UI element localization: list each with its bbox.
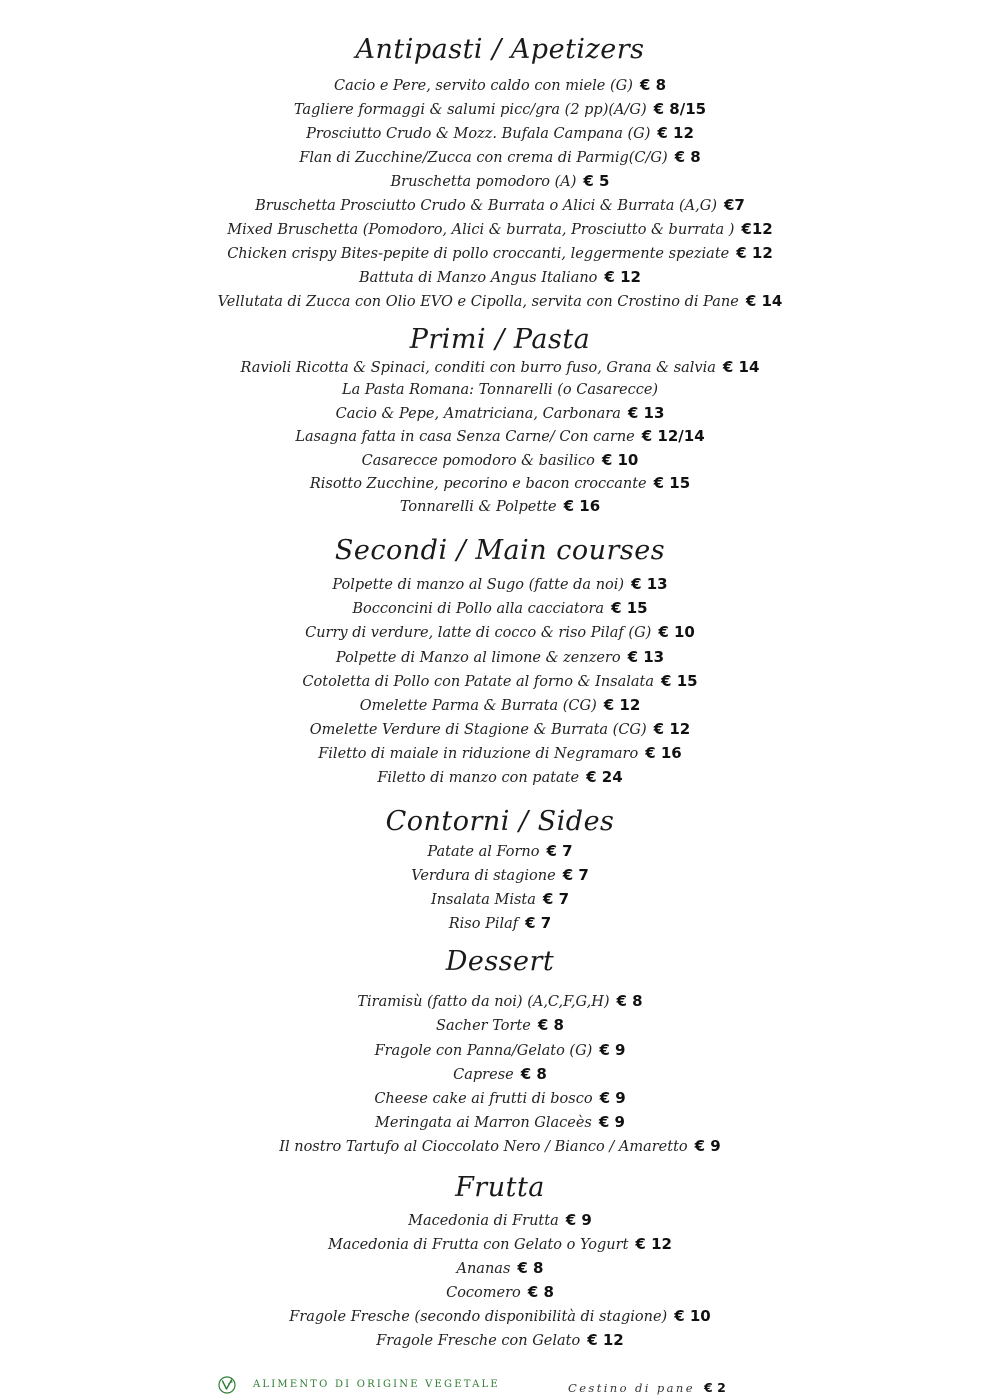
item-price: € 9 [599,1089,626,1107]
item-name: Meringata ai Marron Glaceès [375,1115,592,1131]
item-price: € 12 [603,696,641,714]
item-price: € 7 [542,890,570,908]
item-name: La Pasta Romana: Tonnarelli (o Casarecce) [341,382,659,398]
menu-item [0,1280,1000,1305]
footer [0,1374,1000,1400]
item-name: Sacher Torte [436,1018,531,1034]
menu-item [0,265,1000,290]
item-price: € 15 [661,672,698,690]
item-name: Casarecce pomodoro & basilico [361,453,595,469]
item-name: Prosciutto Crudo & Mozz. Bufala Campana (G) [306,126,651,142]
item-name: Lasagna fatta in casa Senza Carne/ Con carne [295,429,635,445]
item-name: Vellutata di Zucca con Olio EVO e Cipolla, servita con Crostino di Pane [217,294,739,310]
section-title-primi: Primi / Pasta [409,324,591,355]
item-name: Insalata Mista [430,892,536,908]
item-name: Tiramisù (fatto da noi) (A,C,F,G,H) [357,994,610,1010]
item-name: Risotto Zucchine, pecorino e bacon croccante [309,476,647,492]
menu-item [0,989,1000,1014]
item-price: € 9 [598,1113,625,1131]
menu-item [0,645,1000,670]
item-name: Omelette Parma & Burrata (CG) [359,698,597,714]
item-name: Chicken crispy Bites-pepite di pollo croccanti, leggermente speziate [227,246,730,262]
item-price: €12 [741,220,773,238]
menu-item [0,693,1000,718]
menu-item [0,97,1000,122]
item-price: € 12 [587,1331,624,1349]
menu-item [0,424,1000,449]
item-name: Curry di verdure, latte di cocco & riso Pilaf (G) [305,625,652,641]
section-title-antipasti: Antipasti / Apetizers [355,34,645,65]
item-name: Patate al Forno [427,844,540,860]
menu-item [0,355,1000,380]
item-name: Filetto di maiale in riduzione di Negramaro [318,746,639,762]
item-price: € 9 [565,1211,592,1229]
item-name: Tonnarelli & Polpette [399,499,557,515]
menu-item [0,1086,1000,1111]
item-name: Filetto di manzo con patate [377,770,580,786]
menu-item [0,765,1000,790]
item-name: Ravioli Ricotta & Spinaci, conditi con burro fuso, Grana & salvia [240,360,716,376]
item-name: Riso Pilaf [448,916,519,932]
menu-item [0,121,1000,146]
item-name: Bocconcini di Pollo alla cacciatora [352,601,605,617]
item-name: Mixed Bruschetta (Pomodoro, Alici & burrata, Prosciutto & burrata ) [227,222,735,238]
menu-item [0,1038,1000,1063]
item-price: € 8 [639,76,667,94]
item-price: € 9 [694,1137,721,1155]
menu-item [0,1256,1000,1281]
item-name: Bruschetta Prosciutto Crudo & Burrata o Alici & Burrata (A,G) [255,198,717,214]
item-name: Omelette Verdure di Stagione & Burrata (CG) [309,722,647,738]
item-name: Fragole Fresche con Gelato [376,1333,581,1349]
item-price: € 10 [658,623,695,641]
menu-item [0,1062,1000,1087]
item-price: € 15 [611,599,648,617]
item-price: € 10 [674,1307,711,1325]
item-name: Cacio & Pepe, Amatriciana, Carbonara [335,406,621,422]
menu-item [0,1013,1000,1038]
menu-item [0,1328,1000,1353]
item-price: € 8 [537,1016,564,1034]
item-name: Verdura di stagione [411,868,556,884]
menu-item [0,471,1000,496]
item-name: Bruschetta pomodoro (A) [390,174,577,190]
item-price: € 14 [745,292,783,310]
menu-item [0,241,1000,266]
item-price: € 8 [527,1283,554,1301]
item-price: € 16 [645,744,682,762]
menu-item [0,401,1000,426]
section-title-dessert: Dessert [445,946,555,977]
item-name: Flan di Zucchine/Zucca con crema di Parmig(C/G) [299,150,668,166]
section-title-frutta: Frutta [455,1172,545,1203]
item-price: € 12 [635,1235,672,1253]
menu-item [0,1232,1000,1257]
item-price: € 12 [604,268,641,286]
item-price: € 13 [631,575,668,593]
bread-basket-price: € 2 [704,1380,726,1395]
item-price: €7 [724,196,745,214]
menu-item [0,145,1000,170]
menu-item [0,620,1000,645]
item-price: € 24 [586,768,623,786]
item-name: Macedonia di Frutta [408,1213,559,1229]
bread-basket-label: Cestino di pane [568,1381,695,1395]
menu-item [0,596,1000,621]
item-name: Cotoletta di Pollo con Patate al forno & Insalata [302,674,655,690]
item-price: € 10 [601,451,639,469]
item-name: Fragole con Panna/Gelato (G) [374,1043,593,1059]
menu-item [0,73,1000,98]
menu-item [0,289,1000,314]
menu-item [0,717,1000,742]
menu-item [0,669,1000,694]
item-price: € 12 [653,720,691,738]
item-price: € 12 [657,124,694,142]
item-price: € 12 [736,244,773,262]
item-name: Cocomero [446,1285,521,1301]
item-price: € 7 [546,842,573,860]
item-name: Ananas [456,1261,511,1277]
menu-item [0,839,1000,864]
menu-item [0,863,1000,888]
menu-item [0,448,1000,473]
menu-item [0,1304,1000,1329]
item-name: Il nostro Tartufo al Cioccolato Nero / Bianco / Amaretto [279,1139,688,1155]
menu-item [0,572,1000,597]
item-price: € 5 [583,172,610,190]
vegan-leaf-icon [218,1376,236,1394]
item-name: Cacio e Pere, servito caldo con miele (G) [333,78,633,94]
menu-item [0,741,1000,766]
menu-item [0,378,1000,402]
item-name: Battuta di Manzo Angus Italiano [359,270,598,286]
item-price: € 8/15 [653,100,707,118]
vegan-legend-label: ALIMENTO DI ORIGINE VEGETALE [253,1379,500,1390]
menu-item [0,193,1000,218]
item-price: € 13 [627,648,665,666]
item-price: € 8 [674,148,701,166]
menu-item [0,911,1000,936]
item-price: € 9 [599,1041,626,1059]
item-name: Polpette di manzo al Sugo (fatte da noi) [332,577,625,593]
menu-item [0,1134,1000,1159]
item-name: Caprese [453,1067,514,1083]
item-name: Tagliere formaggi & salumi picc/gra (2 pp)(A/G) [293,102,647,118]
bread-basket [568,1377,726,1396]
item-name: Fragole Fresche (secondo disponibilità di stagione) [289,1309,668,1325]
item-price: € 13 [627,404,665,422]
menu-item [0,887,1000,912]
item-price: € 14 [722,358,760,376]
section-title-contorni: Contorni / Sides [385,806,615,837]
item-price: € 7 [525,914,552,932]
item-name: Macedonia di Frutta con Gelato o Yogurt [328,1237,629,1253]
section-title-secondi: Secondi / Main courses [334,535,666,566]
menu-item [0,494,1000,519]
item-price: € 8 [517,1259,544,1277]
menu-item [0,1208,1000,1233]
item-price: € 8 [520,1065,547,1083]
menu-item [0,1110,1000,1135]
item-price: € 8 [616,992,643,1010]
menu-item [0,217,1000,242]
item-price: € 15 [653,474,691,492]
item-price: € 12/14 [641,427,705,445]
item-price: € 7 [562,866,589,884]
item-name: Cheese cake ai frutti di bosco [374,1091,593,1107]
menu-item [0,169,1000,194]
item-price: € 16 [563,497,601,515]
item-name: Polpette di Manzo al limone & zenzero [335,650,621,666]
